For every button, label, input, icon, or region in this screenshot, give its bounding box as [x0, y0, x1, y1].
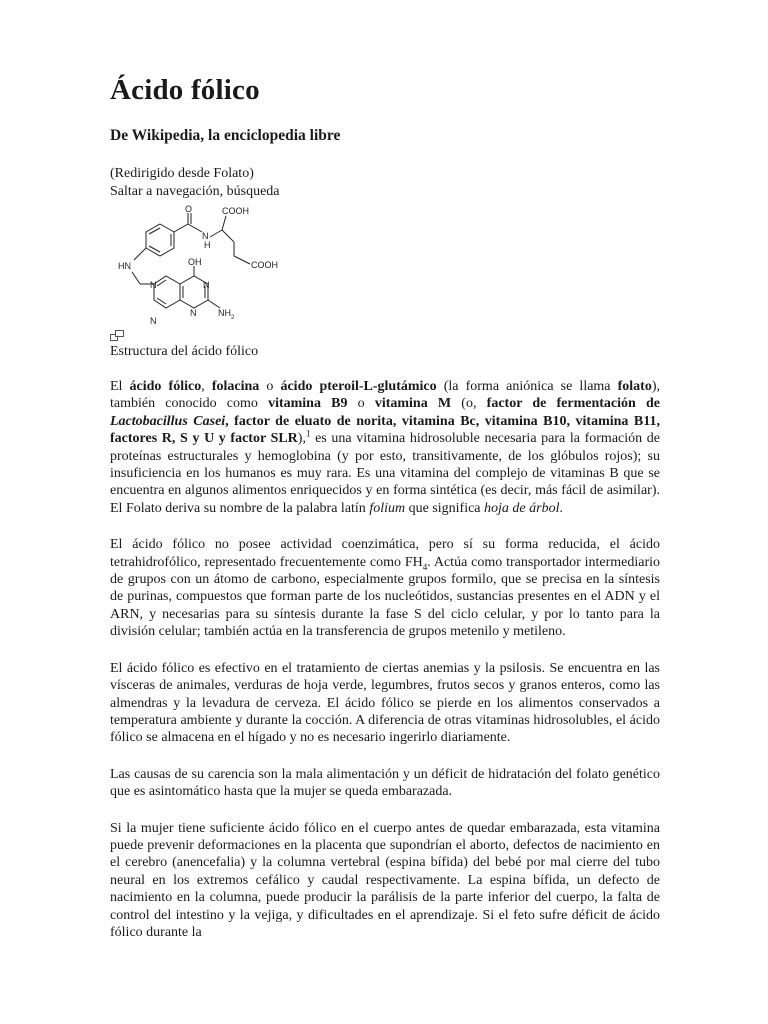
enlarge-icon[interactable] — [110, 330, 124, 342]
page-title: Ácido fólico — [110, 74, 260, 106]
atom-label-oh: OH — [188, 257, 202, 267]
paragraph-4: Las causas de su carencia son la mala alimentación y un déficit de hidratación del folato genético que es asintomático hasta que la mujer se queda embarazada. — [110, 766, 660, 800]
image-caption: Estructura del ácido fólico — [110, 344, 259, 359]
reference-link[interactable]: 1 — [305, 428, 311, 439]
atom-label-n-ring-4: N — [190, 308, 197, 318]
atom-label-n-ring-2: N — [150, 316, 157, 326]
page-subtitle: De Wikipedia, la enciclopedia libre — [110, 127, 341, 144]
article-body — [110, 378, 660, 960]
atom-label-n-amide: N — [202, 231, 209, 241]
folic-acid-structure-image — [110, 204, 290, 332]
paragraph-2: El ácido fólico no posee actividad coenzimática, pero sí su forma reducida, el ácido tetrahidrofólico, representado frecuentemente como $FH_4$. Actúa como transportador intermediario de grupos con un átomo de carbono, especialmente grupos formilo, que se precisa en la síntesis de purinas, compuestos que forman parte de los nucleótidos, sustancias presentes en el ADN y el ARN, y necesarias para su síntesis durante la fase S del ciclo celular, y por lo tanto para la división celular; también actúa en la transferencia de grupos metenilo y metileno. — [110, 537, 660, 640]
paragraph-1: El ácido fólico, folacina o ácido pteroil-L-glutámico (la forma aniónica se llama folato), también conocido como vitamina B9 o vitamina M (o, factor de fermentación de Lactobacillus Casei, factor de eluato de norita, vitamina Bc, vitamina B10, vitamina B11, factores R, S y U y factor SLR),$^1$ es una vitamina hidrosoluble necesaria para la formación de proteínas estructurales y hemoglobina (y por esto, transitivamente, de los glóbulos rojos); su insuficiencia en los humanos es muy rara. Es una vitamina del complejo de vitaminas B que se encuentra en algunos alimentos enriquecidos y en forma sintética (es decir, más fácil de asimilar). El Folato deriva su nombre de la palabra latín folium que significa hoja de árbol. — [110, 379, 661, 516]
atom-label-n-ring-3: N — [203, 280, 210, 290]
redirect-note: (Redirigido desde Folato) — [110, 166, 254, 181]
atom-label-o: O — [185, 204, 193, 214]
atom-label-hn: HN — [118, 261, 131, 271]
atom-label-n-ring-1: N — [150, 280, 157, 290]
article-meta — [110, 165, 280, 201]
nav-links[interactable]: Saltar a navegación, búsqueda — [110, 184, 280, 199]
atom-label-cooh-top: COOH — [222, 206, 249, 216]
atom-label-h-amide: H — [204, 240, 211, 250]
paragraph-5: Si la mujer tiene suficiente ácido fólico en el cuerpo antes de quedar embarazada, esta vitamina puede prevenir deformaciones en la placenta que supondrían el aborto, defectos de nacimiento en el cerebro (anencefalia) y la columna vertebral (espina bífida) del bebé por mal cierre del tubo neural en los extremos cefálico y caudal respectivamente. La espina bífida, un defecto de nacimiento en la columna, puede producir la parálisis de la parte inferior del cuerpo, la falta de control del intestino y la vejiga, y dificultades en el aprendizaje. Si el feto sufre déficit de ácido fólico durante la — [110, 820, 660, 940]
paragraph-3: El ácido fólico es efectivo en el tratamiento de ciertas anemias y la psilosis. Se encuentra en las vísceras de animales, verduras de hoja verde, legumbres, frutos secos y granos enteros, como las almendras y la levadura de cerveza. El ácido fólico se pierde en los alimentos conservados a temperatura ambiente y durante la cocción. A diferencia de otras vitaminas hidrosolubles, el ácido fólico se almacena en el hígado y no es necesario ingerirlo diariamente. — [110, 660, 660, 746]
atom-label-nh2: $NH_2$ — [218, 308, 235, 321]
atom-label-cooh-bottom: COOH — [251, 260, 278, 270]
